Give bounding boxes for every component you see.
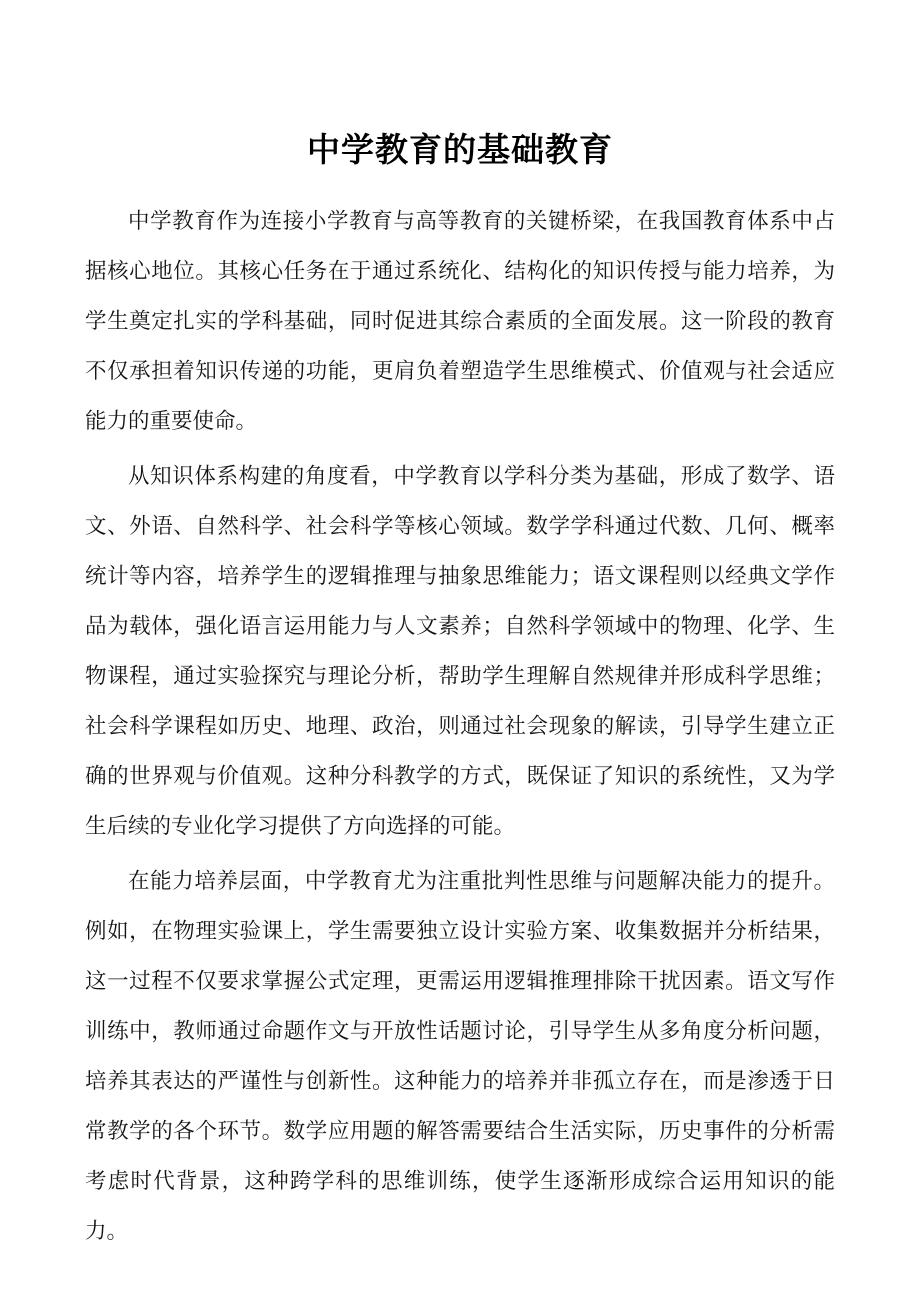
paragraph-knowledge-system: 从知识体系构建的角度看，中学教育以学科分类为基础，形成了数学、语文、外语、自然科学、社会科学等核心领域。数学学科通过代数、几何、概率统计等内容，培养学生的逻辑推理与抽象思维能力；语文课程则以经典文学作品为载体，强化语言运用能力与人文素养；自然科学领域中的物理、化学、生物课程，通过实验探究与理论分析，帮助学生理解自然规律并形成科学思维；社会科学课程如历史、地理、政治，则通过社会现象的解读，引导学生建立正确的世界观与价值观。这种分科教学的方式，既保证了知识的系统性，又为学生后续的专业化学习提供了方向选择的可能。 [85,464,835,838]
paragraph-intro: 中学教育作为连接小学教育与高等教育的关键桥梁，在我国教育体系中占据核心地位。其核心任务在于通过系统化、结构化的知识传授与能力培养，为学生奠定扎实的学科基础，同时促进其综合素质的全面发展。这一阶段的教育不仅承担着知识传递的功能，更肩负着塑造学生思维模式、价值观与社会适应能力的重要使命。 [85,209,835,433]
document-title: 中学教育的基础教育 [307,131,613,168]
paragraph-ability-training: 在能力培养层面，中学教育尤为注重批判性思维与问题解决能力的提升。例如，在物理实验课上，学生需要独立设计实验方案、收集数据并分析结果，这一过程不仅要求掌握公式定理，更需运用逻辑推理排除干扰因素。语文写作训练中，教师通过命题作文与开放性话题讨论，引导学生从多角度分析问题，培养其表达的严谨性与创新性。这种能力的培养并非孤立存在，而是渗透于日常教学的各个环节。数学应用题的解答需要结合生活实际，历史事件的分析需考虑时代背景，这种跨学科的思维训练，使学生逐渐形成综合运用知识的能力。 [85,869,835,1243]
document-body [85,196,835,1256]
